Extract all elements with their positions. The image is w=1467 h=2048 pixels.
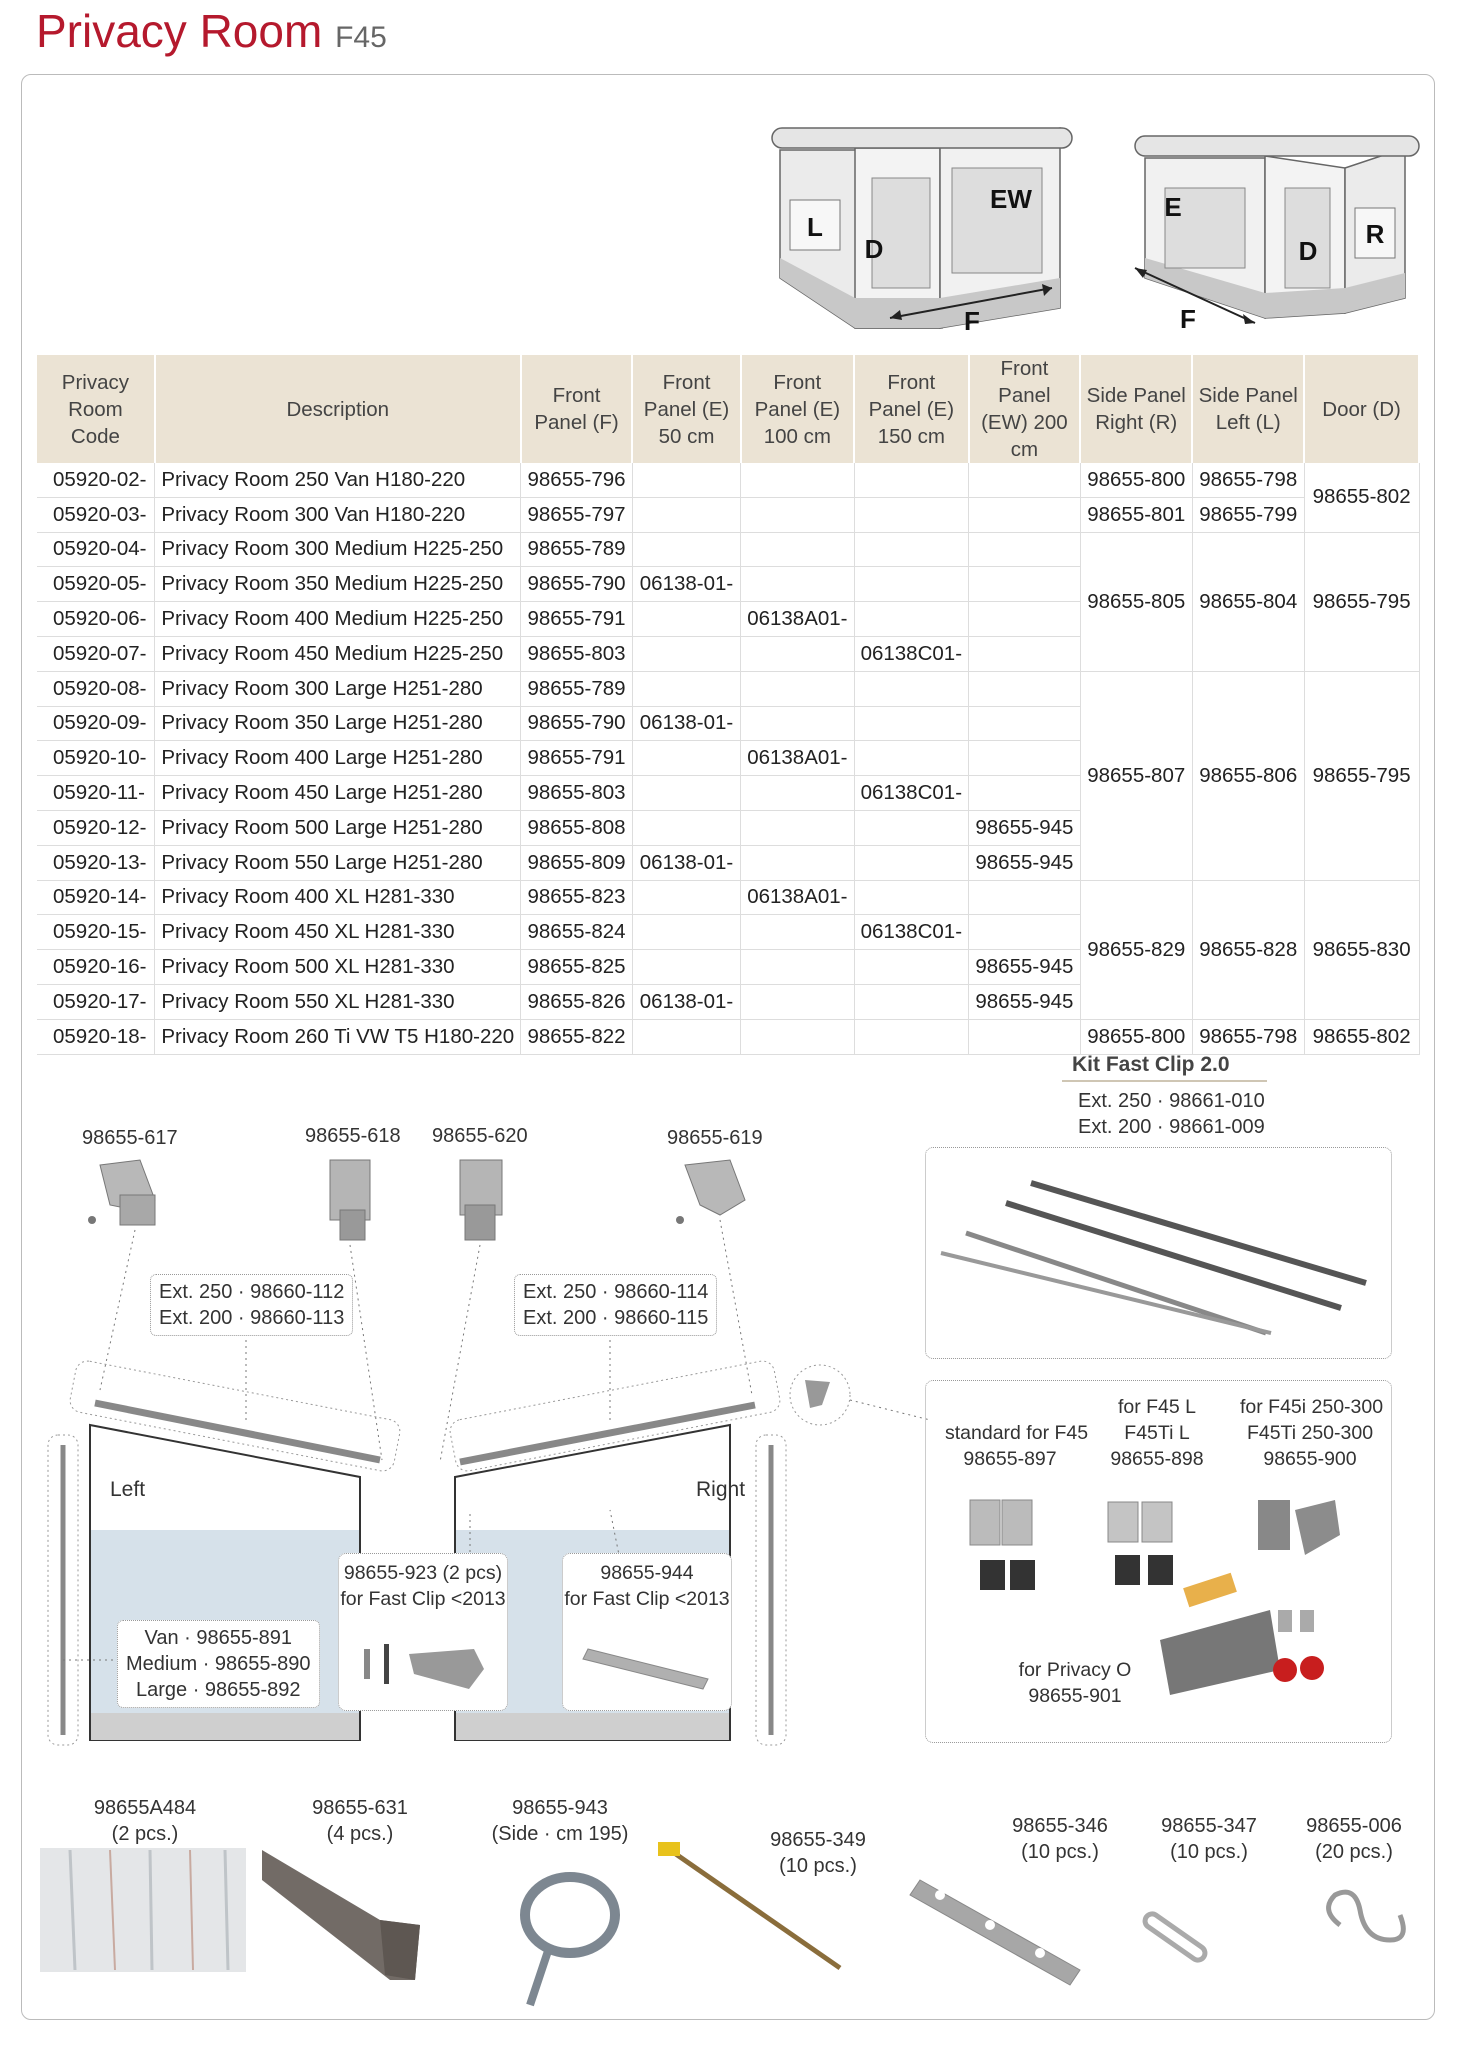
- poles-line2: Medium · 98655-890: [126, 1653, 311, 1675]
- table-header-row: [37, 355, 1419, 463]
- rail-right-callout: [514, 1274, 717, 1336]
- cell-f: 98655-822: [521, 1019, 633, 1054]
- acc-346-qty: (10 pcs.): [1021, 1841, 1099, 1863]
- cell-side-left: 98655-804: [1192, 532, 1304, 671]
- cell-e100: [741, 950, 854, 985]
- cell-side-right: 98655-800: [1080, 463, 1192, 497]
- cell-e50: 06138-01-: [632, 567, 740, 602]
- diagram-left: [772, 128, 1072, 336]
- cell-desc: Privacy Room 450 Medium H225-250: [155, 636, 521, 671]
- clip-898-line1: for F45 L: [1117, 1396, 1197, 1418]
- poles-callout: [117, 1620, 320, 1708]
- kit-line1: Ext. 250 · 98661-010: [1078, 1090, 1265, 1112]
- cell-side-left: 98655-798: [1192, 463, 1304, 497]
- rail-left-line2: Ext. 200 · 98660-113: [159, 1307, 345, 1329]
- part-618-label: 98655-618: [305, 1125, 401, 1147]
- cell-ew: [969, 671, 1081, 706]
- cell-desc: Privacy Room 500 XL H281-330: [155, 950, 521, 985]
- zipper-icon: [525, 1877, 615, 2005]
- cell-e50: [632, 915, 740, 950]
- cell-e50: [632, 532, 740, 567]
- col-header: Front Panel (E) 100 cm: [741, 355, 854, 463]
- cell-code: 05920-03-: [37, 497, 155, 532]
- col-header: Front Panel (E) 150 cm: [854, 355, 968, 463]
- cell-e100: [741, 915, 854, 950]
- cell-code: 05920-08-: [37, 671, 155, 706]
- part-923-box: [338, 1553, 508, 1711]
- acc-943-code: 98655-943: [512, 1797, 608, 1819]
- acc-349-code: 98655-349: [770, 1829, 866, 1851]
- cell-side-left: 98655-798: [1192, 1019, 1304, 1054]
- cell-e100: [741, 776, 854, 811]
- cell-desc: Privacy Room 260 Ti VW T5 H180-220: [155, 1019, 521, 1054]
- page-title: [36, 4, 387, 58]
- cell-f: 98655-824: [521, 915, 633, 950]
- cell-side-right: 98655-800: [1080, 1019, 1192, 1054]
- cell-code: 05920-04-: [37, 532, 155, 567]
- bracket-619-icon: [676, 1160, 745, 1224]
- cell-side-right: 98655-807: [1080, 671, 1192, 880]
- cell-side-right: 98655-805: [1080, 532, 1192, 671]
- cell-f: 98655-789: [521, 532, 633, 567]
- clip-900-line2: F45Ti 250-300: [1246, 1422, 1374, 1444]
- s-hook-icon: [1329, 1892, 1404, 1940]
- cell-desc: Privacy Room 450 XL H281-330: [155, 915, 521, 950]
- cell-e150: 06138C01-: [854, 915, 968, 950]
- title-model: F45: [335, 21, 387, 54]
- cell-e150: [854, 567, 968, 602]
- cell-e150: [854, 984, 968, 1019]
- cell-ew: [969, 1019, 1081, 1054]
- cell-e150: [854, 810, 968, 845]
- cell-f: 98655-826: [521, 984, 633, 1019]
- cell-e100: [741, 1019, 854, 1054]
- cell-code: 05920-05-: [37, 567, 155, 602]
- cell-e100: 06138A01-: [741, 880, 854, 915]
- cell-door: 98655-795: [1304, 532, 1419, 671]
- cell-code: 05920-07-: [37, 636, 155, 671]
- cell-e150: [854, 741, 968, 776]
- kit-line2: Ext. 200 · 98661-009: [1078, 1116, 1265, 1138]
- clip-898-line3: 98655-898: [1110, 1448, 1204, 1470]
- part-617-label: 98655-617: [82, 1127, 178, 1149]
- cell-e50: [632, 602, 740, 637]
- part-619-label: 98655-619: [667, 1127, 763, 1149]
- cell-e50: 06138-01-: [632, 706, 740, 741]
- col-header: Front Panel (E) 50 cm: [632, 355, 740, 463]
- cell-f: 98655-789: [521, 671, 633, 706]
- cell-ew: 98655-945: [969, 984, 1081, 1019]
- bracket-617-icon: [88, 1160, 155, 1225]
- cell-f: 98655-823: [521, 880, 633, 915]
- cell-e100: 06138A01-: [741, 741, 854, 776]
- cell-side-left: 98655-806: [1192, 671, 1304, 880]
- cell-ew: [969, 776, 1081, 811]
- cell-side-right: 98655-829: [1080, 880, 1192, 1019]
- cell-ew: [969, 567, 1081, 602]
- cell-f: 98655-791: [521, 602, 633, 637]
- cell-e150: [854, 1019, 968, 1054]
- cell-e150: [854, 497, 968, 532]
- cell-desc: Privacy Room 300 Large H251-280: [155, 671, 521, 706]
- col-header: Side Panel Left (L): [1192, 355, 1304, 463]
- acc-349-qty: (10 pcs.): [779, 1855, 857, 1877]
- cell-e150: [854, 880, 968, 915]
- cell-door: 98655-802: [1304, 463, 1419, 532]
- table-row: [37, 497, 1419, 532]
- col-header: Privacy Room Code: [37, 355, 155, 463]
- cell-e100: [741, 671, 854, 706]
- cell-e50: 06138-01-: [632, 984, 740, 1019]
- cell-desc: Privacy Room 550 Large H251-280: [155, 845, 521, 880]
- cell-ew: [969, 532, 1081, 567]
- cell-desc: Privacy Room 350 Large H251-280: [155, 706, 521, 741]
- part-944-line2: for Fast Clip <2013: [564, 1588, 730, 1610]
- acc-943-qty: (Side · cm 195): [491, 1823, 629, 1845]
- acc-484-code: 98655A484: [93, 1797, 197, 1819]
- acc-006-code: 98655-006: [1306, 1815, 1402, 1837]
- cell-door: 98655-830: [1304, 880, 1419, 1019]
- label-L: L: [807, 212, 823, 242]
- cell-f: 98655-809: [521, 845, 633, 880]
- cell-ew: [969, 915, 1081, 950]
- cell-side-right: 98655-801: [1080, 497, 1192, 532]
- cell-e100: [741, 497, 854, 532]
- cell-door: 98655-795: [1304, 671, 1419, 880]
- cell-f: 98655-803: [521, 776, 633, 811]
- fabric-swatch-icon: [40, 1848, 246, 1972]
- title-main: Privacy Room: [36, 5, 323, 57]
- cell-e50: [632, 741, 740, 776]
- cell-code: 05920-12-: [37, 810, 155, 845]
- cell-e50: [632, 950, 740, 985]
- cell-e100: [741, 845, 854, 880]
- rail-left-callout: [150, 1274, 353, 1336]
- label-F-left: F: [964, 306, 980, 336]
- label-F-right: F: [1180, 304, 1196, 334]
- part-923-line2: for Fast Clip <2013: [340, 1588, 506, 1610]
- spring-screw-icon: [354, 1639, 494, 1699]
- part-944-line1: 98655-944: [600, 1562, 694, 1584]
- cell-e150: [854, 532, 968, 567]
- cell-desc: Privacy Room 350 Medium H225-250: [155, 567, 521, 602]
- rail-right-line2: Ext. 200 · 98660-115: [523, 1307, 709, 1329]
- clip-900-line1: for F45i 250-300: [1240, 1396, 1384, 1418]
- label-E: E: [1164, 192, 1182, 222]
- col-header: Description: [155, 355, 521, 463]
- clip-900-icon: [1258, 1500, 1340, 1555]
- acc-347-qty: (10 pcs.): [1170, 1841, 1248, 1863]
- cell-code: 05920-13-: [37, 845, 155, 880]
- kit-title: Kit Fast Clip 2.0: [1072, 1053, 1230, 1076]
- kit-rails-icon: [926, 1148, 1391, 1358]
- clip-901-line1: for Privacy O: [1018, 1659, 1132, 1681]
- cell-desc: Privacy Room 450 Large H251-280: [155, 776, 521, 811]
- part-923-line1: 98655-923 (2 pcs): [343, 1562, 503, 1584]
- cell-e150: [854, 602, 968, 637]
- layout-diagrams: [760, 108, 1420, 338]
- label-EW: EW: [990, 184, 1032, 214]
- label-D-right: D: [1298, 236, 1318, 266]
- diagram-right: [1135, 136, 1419, 334]
- cell-e50: [632, 636, 740, 671]
- cell-desc: Privacy Room 550 XL H281-330: [155, 984, 521, 1019]
- table-row: [37, 1019, 1419, 1054]
- table-row: [37, 532, 1419, 567]
- cell-e50: [632, 463, 740, 497]
- label-D-left: D: [864, 234, 884, 264]
- cell-code: 05920-11-: [37, 776, 155, 811]
- clip-898-icon: [1108, 1502, 1173, 1585]
- parts-table: [37, 355, 1420, 1055]
- cell-e150: [854, 950, 968, 985]
- acc-631-code: 98655-631: [312, 1797, 408, 1819]
- cell-e50: [632, 497, 740, 532]
- cell-e150: [854, 671, 968, 706]
- cell-side-left: 98655-799: [1192, 497, 1304, 532]
- cell-e50: [632, 671, 740, 706]
- tent-peg-icon: [658, 1842, 840, 1968]
- cell-ew: 98655-945: [969, 950, 1081, 985]
- cell-ew: [969, 741, 1081, 776]
- roller-right: [1135, 136, 1419, 156]
- cell-f: 98655-797: [521, 497, 633, 532]
- clip-901-icon: [1160, 1573, 1324, 1695]
- part-620-label: 98655-620: [432, 1125, 528, 1147]
- cell-code: 05920-17-: [37, 984, 155, 1019]
- cell-e50: [632, 880, 740, 915]
- cell-e50: [632, 810, 740, 845]
- cell-desc: Privacy Room 400 Large H251-280: [155, 741, 521, 776]
- cell-e100: [741, 636, 854, 671]
- cell-e50: [632, 1019, 740, 1054]
- cell-desc: Privacy Room 250 Van H180-220: [155, 463, 521, 497]
- kit-box: [925, 1147, 1392, 1359]
- cell-e150: 06138C01-: [854, 636, 968, 671]
- cell-code: 05920-18-: [37, 1019, 155, 1054]
- cell-ew: [969, 602, 1081, 637]
- cell-ew: [969, 880, 1081, 915]
- cell-code: 05920-09-: [37, 706, 155, 741]
- cell-e150: [854, 463, 968, 497]
- cell-f: 98655-791: [521, 741, 633, 776]
- part-944-box: [562, 1553, 732, 1711]
- cell-e100: 06138A01-: [741, 602, 854, 637]
- roller-left: [772, 128, 1072, 148]
- acc-347-code: 98655-347: [1161, 1815, 1257, 1837]
- cell-desc: Privacy Room 300 Medium H225-250: [155, 532, 521, 567]
- cell-e100: [741, 463, 854, 497]
- cell-door: 98655-802: [1304, 1019, 1419, 1054]
- cell-e100: [741, 706, 854, 741]
- clip-897-line2: 98655-897: [963, 1448, 1057, 1470]
- cell-e150: 06138C01-: [854, 776, 968, 811]
- acc-484-qty: (2 pcs.): [111, 1823, 179, 1845]
- cell-desc: Privacy Room 500 Large H251-280: [155, 810, 521, 845]
- cell-code: 05920-02-: [37, 463, 155, 497]
- cell-ew: [969, 463, 1081, 497]
- cell-e50: [632, 776, 740, 811]
- cell-e100: [741, 532, 854, 567]
- clip-901-line2: 98655-901: [1028, 1685, 1122, 1707]
- clips-icons: [940, 1480, 1380, 1730]
- cell-f: 98655-808: [521, 810, 633, 845]
- col-header: Side Panel Right (R): [1080, 355, 1192, 463]
- ring-icon: [1142, 1911, 1207, 1963]
- cell-desc: Privacy Room 300 Van H180-220: [155, 497, 521, 532]
- poles-line1: Van · 98655-891: [144, 1627, 293, 1649]
- cell-e100: [741, 567, 854, 602]
- cell-f: 98655-790: [521, 706, 633, 741]
- table-row: [37, 463, 1419, 497]
- cell-ew: [969, 706, 1081, 741]
- bracket-618-icon: [330, 1160, 370, 1240]
- acc-006-qty: (20 pcs.): [1315, 1841, 1393, 1863]
- col-header: Front Panel (F): [521, 355, 633, 463]
- cell-code: 05920-10-: [37, 741, 155, 776]
- cell-ew: [969, 497, 1081, 532]
- cell-f: 98655-790: [521, 567, 633, 602]
- cell-code: 05920-16-: [37, 950, 155, 985]
- kit-title-underline: [1062, 1080, 1267, 1082]
- col-header: Front Panel (EW) 200 cm: [969, 355, 1081, 463]
- cell-ew: 98655-945: [969, 845, 1081, 880]
- cell-desc: Privacy Room 400 Medium H225-250: [155, 602, 521, 637]
- cell-ew: 98655-945: [969, 810, 1081, 845]
- cell-code: 05920-14-: [37, 880, 155, 915]
- cell-e100: [741, 810, 854, 845]
- poles-line3: Large · 98655-892: [135, 1679, 301, 1701]
- clip-897-icon: [970, 1500, 1035, 1590]
- table-row: [37, 671, 1419, 706]
- clip-900-line3: 98655-900: [1263, 1448, 1357, 1470]
- label-R: R: [1365, 219, 1385, 249]
- cell-code: 05920-06-: [37, 602, 155, 637]
- cell-e100: [741, 984, 854, 1019]
- cell-f: 98655-803: [521, 636, 633, 671]
- clip-897-line1: standard for F45: [945, 1422, 1089, 1444]
- rail-right-line1: Ext. 250 · 98660-114: [523, 1281, 709, 1303]
- col-header: Door (D): [1304, 355, 1419, 463]
- clip-898-line2: F45Ti L: [1124, 1422, 1190, 1444]
- cell-e50: 06138-01-: [632, 845, 740, 880]
- bracket-620-icon: [460, 1160, 502, 1240]
- foam-block-icon: [262, 1850, 420, 1980]
- acc-631-qty: (4 pcs.): [326, 1823, 394, 1845]
- cell-desc: Privacy Room 400 XL H281-330: [155, 880, 521, 915]
- cell-e150: [854, 706, 968, 741]
- tension-strap-icon: [910, 1880, 1080, 1985]
- cell-e150: [854, 845, 968, 880]
- cell-f: 98655-796: [521, 463, 633, 497]
- cell-ew: [969, 636, 1081, 671]
- table-row: [37, 880, 1419, 915]
- panel-left-label: Left: [110, 1478, 146, 1501]
- accessories-images: [40, 1840, 1420, 2015]
- rail-left-line1: Ext. 250 · 98660-112: [159, 1281, 345, 1303]
- cell-side-left: 98655-828: [1192, 880, 1304, 1019]
- cell-f: 98655-825: [521, 950, 633, 985]
- plate-icon: [578, 1639, 718, 1699]
- panel-right-label: Right: [696, 1478, 746, 1501]
- cell-code: 05920-15-: [37, 915, 155, 950]
- acc-346-code: 98655-346: [1012, 1815, 1108, 1837]
